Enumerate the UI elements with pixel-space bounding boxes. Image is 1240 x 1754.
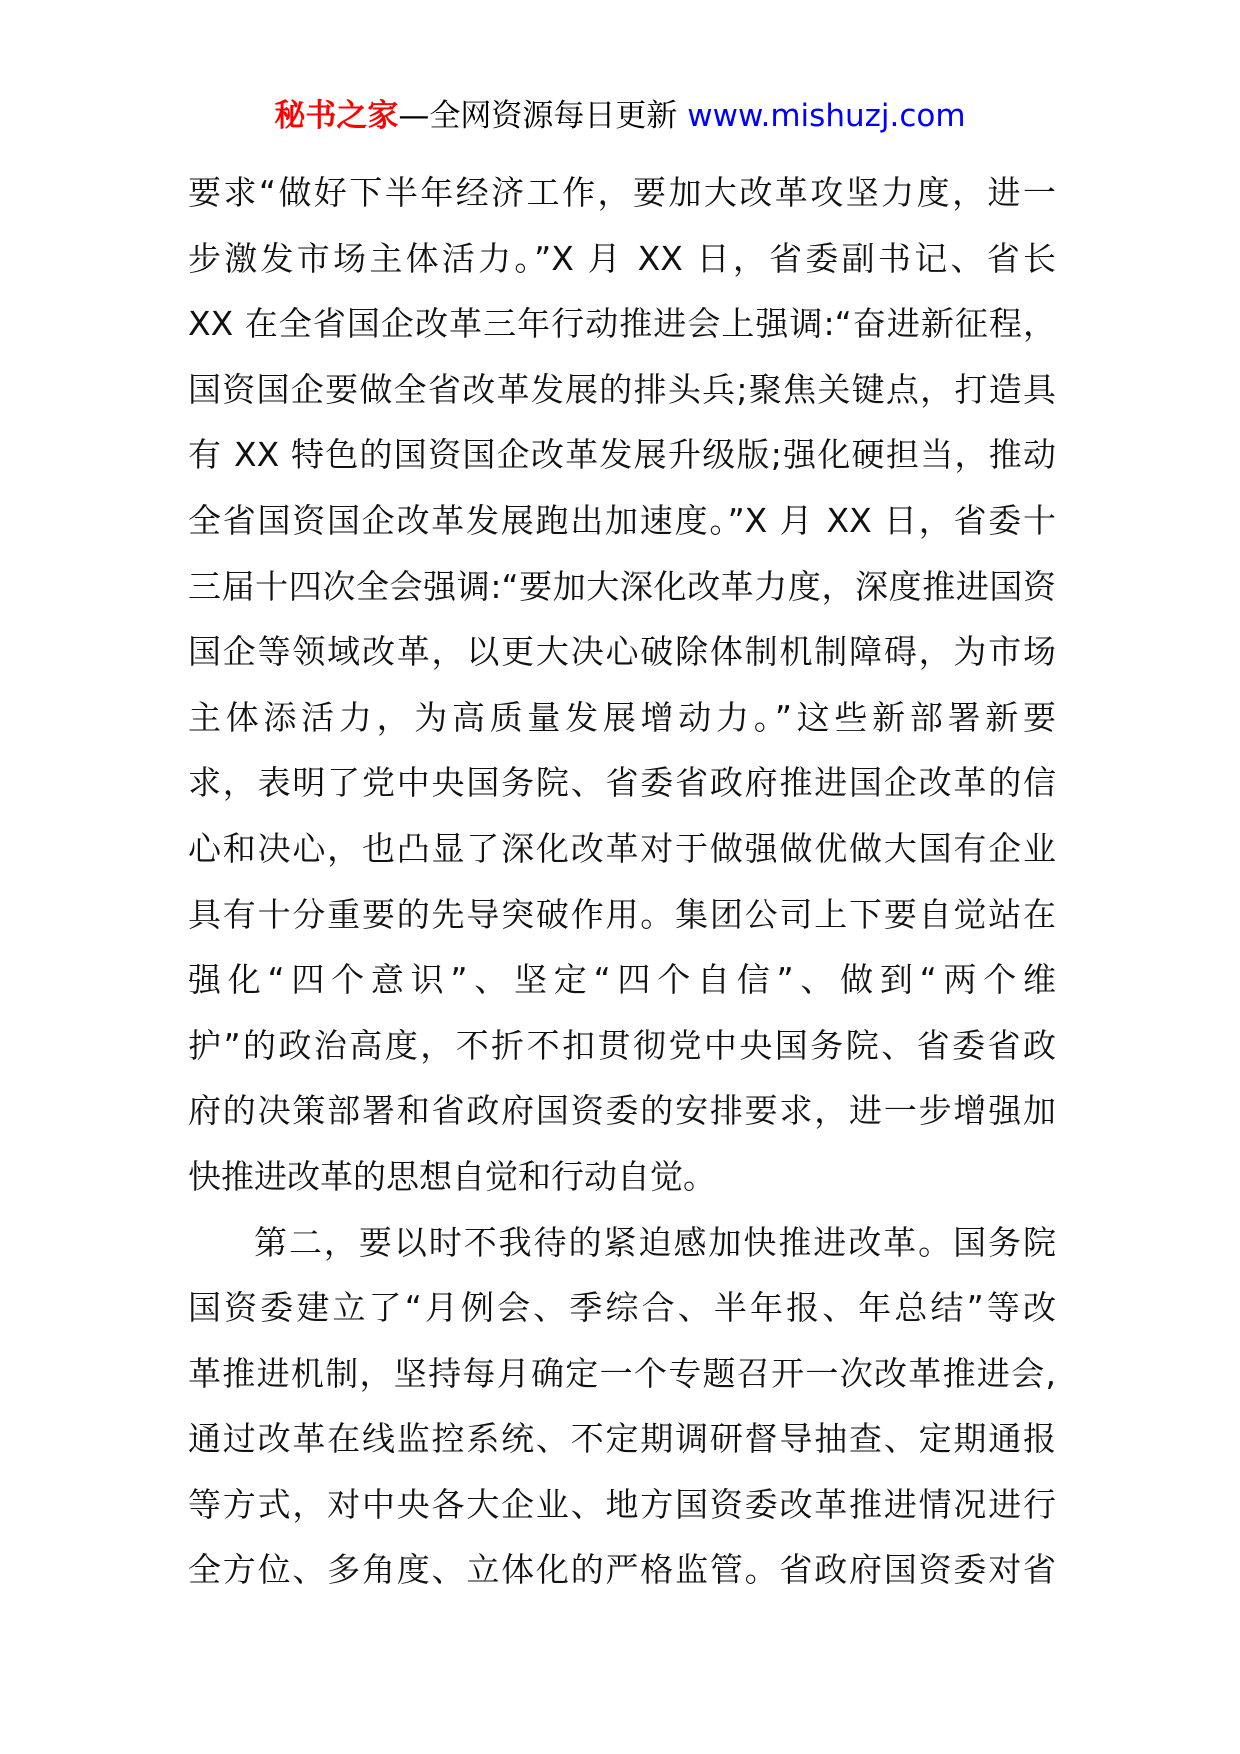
document-body <box>188 160 1056 1603</box>
text-line: 国资委建立了“月例会、季综合、半年报、年总结”等改 <box>188 1288 1056 1328</box>
text-line: 全方位、多角度、立体化的严格监管。省政府国资委对省 <box>188 1550 1056 1590</box>
text-line: 护”的政治高度，不折不扣贯彻党中央国务院、省委省政 <box>188 1025 1056 1065</box>
text-line: 三届十四次全会强调:“要加大深化改革力度，深度推进国资 <box>188 566 1056 606</box>
text-line: 快推进改革的思想自觉和行动自觉。 <box>188 1156 716 1196</box>
site-header <box>0 96 1240 136</box>
text-line: 有 XX 特色的国资国企改革发展升级版;强化硬担当，推动 <box>188 435 1056 475</box>
text-line: 国资国企要做全省改革发展的排头兵;聚焦关键点，打造具 <box>188 369 1056 409</box>
text-line: 具有十分重要的先导突破作用。集团公司上下要自觉站在 <box>188 894 1056 934</box>
brand-name: 秘书之家 <box>274 98 399 134</box>
paragraph-start-line: 第二，要以时不我待的紧迫感加快推进改革。国务院 <box>254 1222 1056 1262</box>
text-line: 强化“四个意识”、坚定“四个自信”、做到“两个维 <box>188 960 1056 1000</box>
text-line: XX 在全省国企改革三年行动推进会上强调:“奋进新征程， <box>188 304 1056 344</box>
text-line: 主体添活力，为高质量发展增动力。”这些新部署新要 <box>188 697 1056 737</box>
text-line: 步激发市场主体活力。”X 月 XX 日，省委副书记、省长 <box>188 238 1056 278</box>
text-line: 革推进机制，坚持每月确定一个专题召开一次改革推进会, <box>188 1353 1056 1393</box>
text-line: 求，表明了党中央国务院、省委省政府推进国企改革的信 <box>188 763 1056 803</box>
text-line: 要求“做好下半年经济工作，要加大改革攻坚力度，进一 <box>188 173 1056 212</box>
text-line: 国企等领域改革，以更大决心破除体制机制障碍，为市场 <box>188 632 1056 672</box>
text-line: 等方式，对中央各大企业、地方国资委改革推进情况进行 <box>188 1484 1056 1524</box>
text-line: 府的决策部署和省政府国资委的安排要求，进一步增强加 <box>188 1091 1056 1131</box>
text-line: 全省国资国企改革发展跑出加速度。”X 月 XX 日，省委十 <box>188 500 1056 540</box>
header-slogan: —全网资源每日更新 <box>398 98 688 134</box>
text-line: 通过改革在线监控系统、不定期调研督导抽查、定期通报 <box>188 1419 1056 1459</box>
site-url[interactable]: www.mishuzj.com <box>687 98 966 134</box>
text-line: 心和决心，也凸显了深化改革对于做强做优做大国有企业 <box>188 828 1056 868</box>
